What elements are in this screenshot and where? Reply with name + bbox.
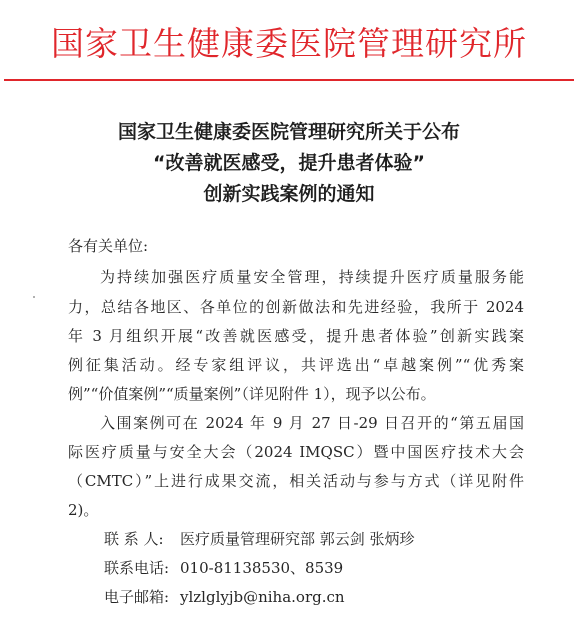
- document-title-line-3: 创新实践案例的通知: [203, 183, 375, 205]
- salutation: 各有关单位:: [68, 237, 149, 255]
- letterhead-org-name: 国家卫生健康委医院管理研究所: [51, 24, 527, 63]
- contact-person-label: 联 系 人:: [104, 530, 164, 548]
- body-paragraph-1-line-3: 年 3 月组织开展“改善就医感受，提升患者体验”创新实践案: [68, 327, 524, 345]
- contact-phone-label: 联系电话:: [104, 559, 170, 577]
- document-title-line-1: 国家卫生健康委医院管理研究所关于公布: [117, 121, 460, 143]
- document-title-line-2: “改善就医感受，提升患者体验”: [153, 152, 425, 174]
- letterhead-divider: [4, 79, 574, 81]
- body-paragraph-2-line-2: 际医疗质量与安全大会（2024 IMQSC）暨中国医疗技术大会: [68, 443, 524, 461]
- body-paragraph-2-line-4: 2)。: [68, 501, 99, 519]
- body-paragraph-1-line-5: 例”“价值案例”“质量案例”（详见附件 1），现予以公布。: [68, 385, 436, 403]
- contact-email-label: 电子邮箱:: [104, 588, 170, 606]
- body-paragraph-2-line-3: （CMTC）”上进行成果交流，相关活动与参与方式（详见附件: [68, 472, 524, 490]
- body-paragraph-1-line-4: 例征集活动。经专家组评议，共评选出“卓越案例”“优秀案: [68, 356, 524, 374]
- scan-speck: [33, 296, 35, 298]
- contact-phone-value: 010-81138530、8539: [180, 559, 344, 577]
- body-paragraph-2-line-1: 入围案例可在 2024 年 9 月 27 日-29 日召开的“第五届国: [100, 414, 524, 432]
- body-paragraph-1-line-2: 力，总结各地区、各单位的创新做法和先进经验，我所于 2024: [68, 298, 524, 316]
- body-paragraph-1-line-1: 为持续加强医疗质量安全管理，持续提升医疗质量服务能: [100, 268, 524, 286]
- contact-email-value: ylzlglyjb@niha.org.cn: [180, 588, 345, 606]
- contact-person-value: 医疗质量管理研究部 郭云剑 张炳珍: [180, 530, 415, 548]
